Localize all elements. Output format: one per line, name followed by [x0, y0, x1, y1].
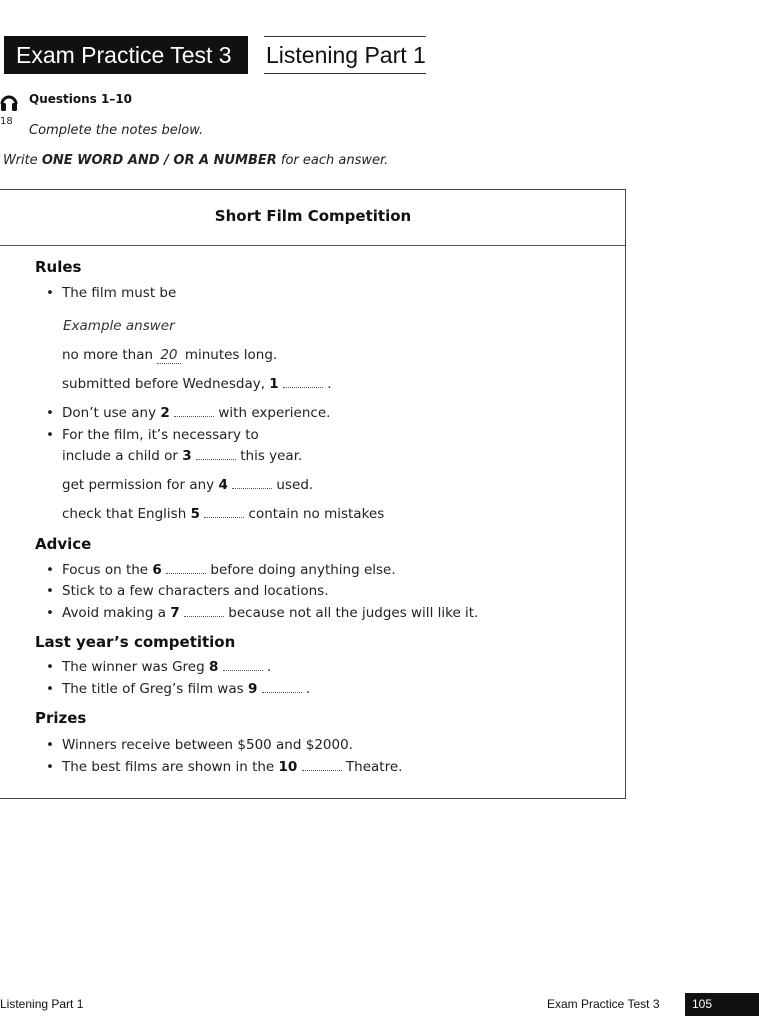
- question-8-line: • The winner was Greg 8 .: [62, 659, 271, 675]
- instruction-complete-notes: Complete the notes below.: [29, 123, 204, 138]
- answer-gap-6[interactable]: [166, 563, 206, 574]
- questions-range: Questions 1–10: [29, 92, 133, 106]
- question-9-line: • The title of Greg’s film was 9 .: [62, 681, 310, 697]
- section-heading-prizes: Prizes: [35, 709, 87, 727]
- notes-title: Short Film Competition: [214, 207, 412, 225]
- instruction-word-limit: Write ONE WORD AND / OR A NUMBER for each answer.: [3, 153, 389, 168]
- answer-gap-7[interactable]: [184, 606, 224, 617]
- example-answer: 20: [157, 347, 180, 364]
- notes-box: [0, 189, 626, 799]
- example-label: Example answer: [63, 318, 175, 334]
- notes-title-divider: [0, 245, 626, 246]
- headphones-icon: [0, 91, 18, 113]
- rule-necessary: • For the film, it’s necessary to: [62, 427, 259, 443]
- audio-track-number: 18: [0, 116, 13, 127]
- section-heading-rules: Rules: [35, 258, 82, 276]
- exam-practice-title: Exam Practice Test 3: [4, 36, 248, 74]
- answer-gap-5[interactable]: [204, 507, 244, 518]
- example-line: no more than 20 minutes long.: [62, 347, 278, 363]
- page-number: 105: [685, 993, 759, 1016]
- question-6-line: • Focus on the 6 before doing anything else.: [62, 562, 396, 578]
- rule-film-must-be: • The film must be: [62, 285, 176, 301]
- question-7-line: • Avoid making a 7 because not all the judges will like it.: [62, 605, 478, 621]
- answer-gap-10[interactable]: [302, 760, 342, 771]
- section-heading-last-year: Last year’s competition: [35, 633, 236, 651]
- prizes-winners: • Winners receive between $500 and $2000.: [62, 737, 353, 753]
- advice-stick: • Stick to a few characters and locations.: [62, 583, 329, 599]
- answer-gap-3[interactable]: [196, 449, 236, 460]
- answer-gap-9[interactable]: [262, 682, 302, 693]
- footer-section-label: Listening Part 1: [0, 997, 84, 1011]
- question-4-line: get permission for any 4 used.: [62, 477, 314, 493]
- section-heading-advice: Advice: [35, 535, 92, 553]
- footer-test-label: Exam Practice Test 3: [547, 997, 660, 1011]
- answer-gap-4[interactable]: [232, 478, 272, 489]
- answer-gap-8[interactable]: [223, 660, 263, 671]
- question-1-line: submitted before Wednesday, 1 .: [62, 376, 332, 392]
- answer-gap-1[interactable]: [283, 377, 323, 388]
- question-5-line: check that English 5 contain no mistakes: [62, 506, 385, 522]
- question-2-line: • Don’t use any 2 with experience.: [62, 405, 330, 421]
- question-3-line: include a child or 3 this year.: [62, 448, 303, 464]
- question-10-line: • The best films are shown in the 10 Theatre.: [62, 759, 402, 775]
- answer-gap-2[interactable]: [174, 406, 214, 417]
- listening-part-title: Listening Part 1: [264, 36, 426, 74]
